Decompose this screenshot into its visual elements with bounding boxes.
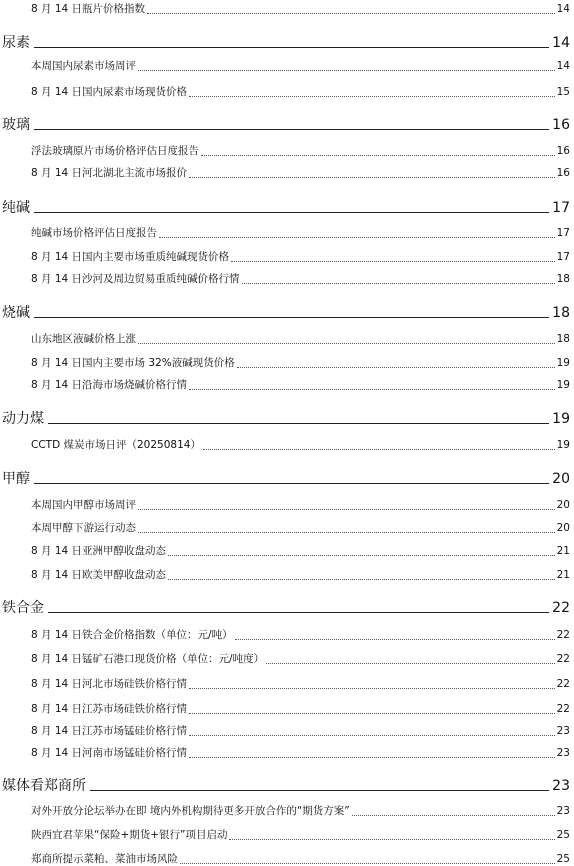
toc-page-number: 18	[552, 305, 570, 321]
toc-page-number: 16	[552, 117, 570, 133]
toc-leader-line	[189, 177, 555, 178]
toc-leader-line	[34, 483, 549, 484]
toc-entry-title: 8 月 14 日河南市场锰硅价格行情	[31, 747, 188, 759]
toc-leader-line	[34, 317, 549, 318]
toc-entry-title: 8 月 14 日国内主要市场 32%液碱现货价格	[31, 357, 235, 369]
toc-entry-title: 8 月 14 日铁合金价格指数（单位：元/吨）	[31, 629, 233, 641]
toc-leader-line	[237, 367, 555, 368]
toc-section-entry[interactable]	[0, 198, 574, 216]
toc-subentry[interactable]	[0, 675, 574, 691]
toc-entry-line	[2, 303, 570, 321]
toc-entry-line	[31, 826, 570, 842]
toc-page-number: 23	[552, 778, 570, 794]
toc-leader-line	[138, 532, 555, 533]
toc-entry-line	[2, 115, 570, 133]
toc-entry-title: 8 月 14 日河北湖北主流市场报价	[31, 167, 188, 179]
toc-entry-title: 8 月 14 日江苏市场硅铁价格行情	[31, 703, 188, 715]
toc-leader-line	[189, 389, 555, 390]
toc-subentry[interactable]	[0, 826, 574, 842]
toc-leader-line	[189, 96, 555, 97]
toc-leader-line	[138, 509, 555, 510]
toc-subentry[interactable]	[0, 224, 574, 240]
toc-page-number: 19	[552, 411, 570, 427]
toc-entry-title: 8 月 14 日河北市场硅铁价格行情	[31, 678, 188, 690]
toc-subentry[interactable]	[0, 354, 574, 370]
toc-page-number: 14	[556, 3, 570, 15]
toc-entry-title: 山东地区液碱价格上涨	[31, 333, 136, 345]
toc-entry-title: 玻璃	[2, 117, 30, 133]
toc-leader-line	[34, 212, 549, 213]
toc-subentry[interactable]	[0, 0, 574, 16]
toc-entry-line	[2, 598, 570, 616]
toc-entry-title: 甲醇	[2, 471, 30, 487]
toc-entry-line	[31, 83, 570, 99]
toc-page-number: 22	[556, 653, 570, 665]
toc-subentry[interactable]	[0, 626, 574, 642]
toc-leader-line	[159, 237, 555, 238]
toc-leader-line	[266, 663, 555, 664]
toc-subentry[interactable]	[0, 744, 574, 760]
toc-entry-line	[31, 566, 570, 582]
toc-page-number: 16	[556, 167, 570, 179]
toc-entry-line	[31, 519, 570, 535]
toc-leader-line	[147, 13, 555, 14]
toc-leader-line	[189, 688, 555, 689]
toc-entry-title: 本周国内尿素市场周评	[31, 60, 136, 72]
toc-leader-line	[138, 343, 555, 344]
toc-page-number: 21	[556, 569, 570, 581]
toc-page-number: 20	[552, 471, 570, 487]
toc-subentry[interactable]	[0, 850, 574, 866]
toc-leader-line	[352, 815, 555, 816]
toc-subentry[interactable]	[0, 376, 574, 392]
toc-section-entry[interactable]	[0, 115, 574, 133]
toc-page-number: 18	[556, 333, 570, 345]
toc-leader-line	[168, 555, 555, 556]
toc-page-number: 23	[556, 805, 570, 817]
toc-leader-line	[201, 155, 555, 156]
toc-subentry[interactable]	[0, 57, 574, 73]
toc-entry-line	[31, 802, 570, 818]
toc-leader-line	[189, 757, 555, 758]
toc-page-number: 25	[556, 829, 570, 841]
toc-page-number: 16	[556, 145, 570, 157]
toc-subentry[interactable]	[0, 83, 574, 99]
toc-subentry[interactable]	[0, 436, 574, 452]
toc-page-number: 23	[556, 725, 570, 737]
toc-section-entry[interactable]	[0, 303, 574, 321]
toc-page-number: 20	[556, 499, 570, 511]
toc-entry-line	[31, 0, 570, 16]
toc-subentry[interactable]	[0, 566, 574, 582]
toc-entry-title: 媒体看郑商所	[2, 778, 86, 794]
toc-page-number: 19	[556, 439, 570, 451]
toc-entry-line	[31, 57, 570, 73]
toc-subentry[interactable]	[0, 248, 574, 264]
toc-entry-title: 8 月 14 日锰矿石港口现货价格（单位：元/吨度）	[31, 653, 265, 665]
toc-entry-title: 铁合金	[2, 600, 44, 616]
toc-leader-line	[229, 839, 554, 840]
toc-leader-line	[189, 735, 555, 736]
toc-entry-title: 纯碱市场价格评估日度报告	[31, 227, 157, 239]
toc-entry-line	[31, 650, 570, 666]
toc-subentry[interactable]	[0, 270, 574, 286]
toc-section-entry[interactable]	[0, 33, 574, 51]
toc-entry-line	[31, 354, 570, 370]
toc-page-number: 19	[556, 357, 570, 369]
toc-leader-line	[203, 449, 555, 450]
toc-subentry[interactable]	[0, 330, 574, 346]
toc-subentry[interactable]	[0, 650, 574, 666]
toc-page-number: 22	[556, 629, 570, 641]
toc-subentry[interactable]	[0, 519, 574, 535]
toc-entry-line	[31, 164, 570, 180]
toc-entry-line	[2, 409, 570, 427]
toc-leader-line	[168, 579, 555, 580]
toc-entry-title: 郑商所提示菜粕、菜油市场风险	[31, 853, 178, 865]
toc-page-number: 23	[556, 747, 570, 759]
toc-section-entry[interactable]	[0, 776, 574, 794]
toc-page-number: 20	[556, 522, 570, 534]
toc-entry-title: 8 月 14 日欧美甲醇收盘动态	[31, 569, 167, 581]
toc-entry-line	[31, 626, 570, 642]
toc-entry-line	[2, 776, 570, 794]
toc-leader-line	[180, 863, 555, 864]
toc-entry-title: 8 月 14 日沙河及周边贸易重质纯碱价格行情	[31, 273, 240, 285]
toc-entry-title: CCTD 煤炭市场日评（20250814）	[31, 439, 201, 451]
toc-page-number: 25	[556, 853, 570, 865]
toc-entry-line	[2, 198, 570, 216]
toc-entry-line	[31, 700, 570, 716]
toc-entry-title: 对外开放分论坛举办在即 境内外机构期待更多开放合作的“期货方案”	[31, 805, 350, 817]
toc-subentry[interactable]	[0, 722, 574, 738]
toc-section-entry[interactable]	[0, 469, 574, 487]
toc-entry-line	[31, 675, 570, 691]
toc-section-entry[interactable]	[0, 598, 574, 616]
toc-entry-title: 8 月 14 日江苏市场锰硅价格行情	[31, 725, 188, 737]
toc-entry-line	[31, 248, 570, 264]
toc-entry-line	[31, 496, 570, 512]
toc-entry-line	[31, 436, 570, 452]
toc-entry-line	[31, 542, 570, 558]
toc-page-number: 17	[556, 251, 570, 263]
toc-entry-title: 8 月 14 日瓶片价格指数	[31, 3, 146, 15]
toc-entry-title: 8 月 14 日沿海市场烧碱价格行情	[31, 379, 188, 391]
toc-page-number: 19	[556, 379, 570, 391]
toc-leader-line	[34, 129, 549, 130]
toc-entry-title: 8 月 14 日国内尿素市场现货价格	[31, 86, 188, 98]
toc-subentry[interactable]	[0, 164, 574, 180]
toc-leader-line	[242, 283, 555, 284]
toc-page-number: 17	[552, 200, 570, 216]
toc-entry-title: 本周国内甲醇市场周评	[31, 499, 136, 511]
toc-page-number: 22	[552, 600, 570, 616]
toc-subentry[interactable]	[0, 700, 574, 716]
toc-entry-title: 烧碱	[2, 305, 30, 321]
toc-subentry[interactable]	[0, 496, 574, 512]
toc-leader-line	[189, 713, 555, 714]
toc-entry-title: 陕西宜君苹果“保险+期货+银行”项目启动	[31, 829, 228, 841]
toc-page-number: 22	[556, 678, 570, 690]
toc-page-number: 15	[556, 86, 570, 98]
toc-leader-line	[48, 423, 549, 424]
toc-entry-title: 尿素	[2, 35, 30, 51]
toc-leader-line	[231, 261, 555, 262]
toc-leader-line	[138, 70, 555, 71]
toc-entry-line	[31, 224, 570, 240]
toc-page-number: 18	[556, 273, 570, 285]
toc-entry-line	[31, 744, 570, 760]
toc-entry-line	[31, 270, 570, 286]
toc-page-number: 14	[552, 35, 570, 51]
toc-entry-line	[2, 33, 570, 51]
toc-entry-title: 浮法玻璃原片市场价格评估日度报告	[31, 145, 199, 157]
toc-subentry[interactable]	[0, 142, 574, 158]
toc-entry-line	[2, 469, 570, 487]
toc-leader-line	[48, 612, 549, 613]
toc-subentry[interactable]	[0, 802, 574, 818]
toc-entry-line	[31, 330, 570, 346]
toc-page-number: 14	[556, 60, 570, 72]
toc-entry-title: 8 月 14 日亚洲甲醇收盘动态	[31, 545, 167, 557]
toc-page-number: 17	[556, 227, 570, 239]
toc-entry-title: 本周甲醇下游运行动态	[31, 522, 136, 534]
toc-section-entry[interactable]	[0, 409, 574, 427]
toc-entry-title: 8 月 14 日国内主要市场重质纯碱现货价格	[31, 251, 230, 263]
toc-entry-line	[31, 850, 570, 866]
toc-page-number: 21	[556, 545, 570, 557]
toc-leader-line	[90, 790, 549, 791]
toc-leader-line	[235, 639, 555, 640]
toc-entry-line	[31, 376, 570, 392]
toc-leader-line	[34, 47, 549, 48]
toc-entry-line	[31, 142, 570, 158]
toc-entry-line	[31, 722, 570, 738]
toc-entry-title: 纯碱	[2, 200, 30, 216]
toc-entry-title: 动力煤	[2, 411, 44, 427]
toc-page-number: 22	[556, 703, 570, 715]
toc-subentry[interactable]	[0, 542, 574, 558]
